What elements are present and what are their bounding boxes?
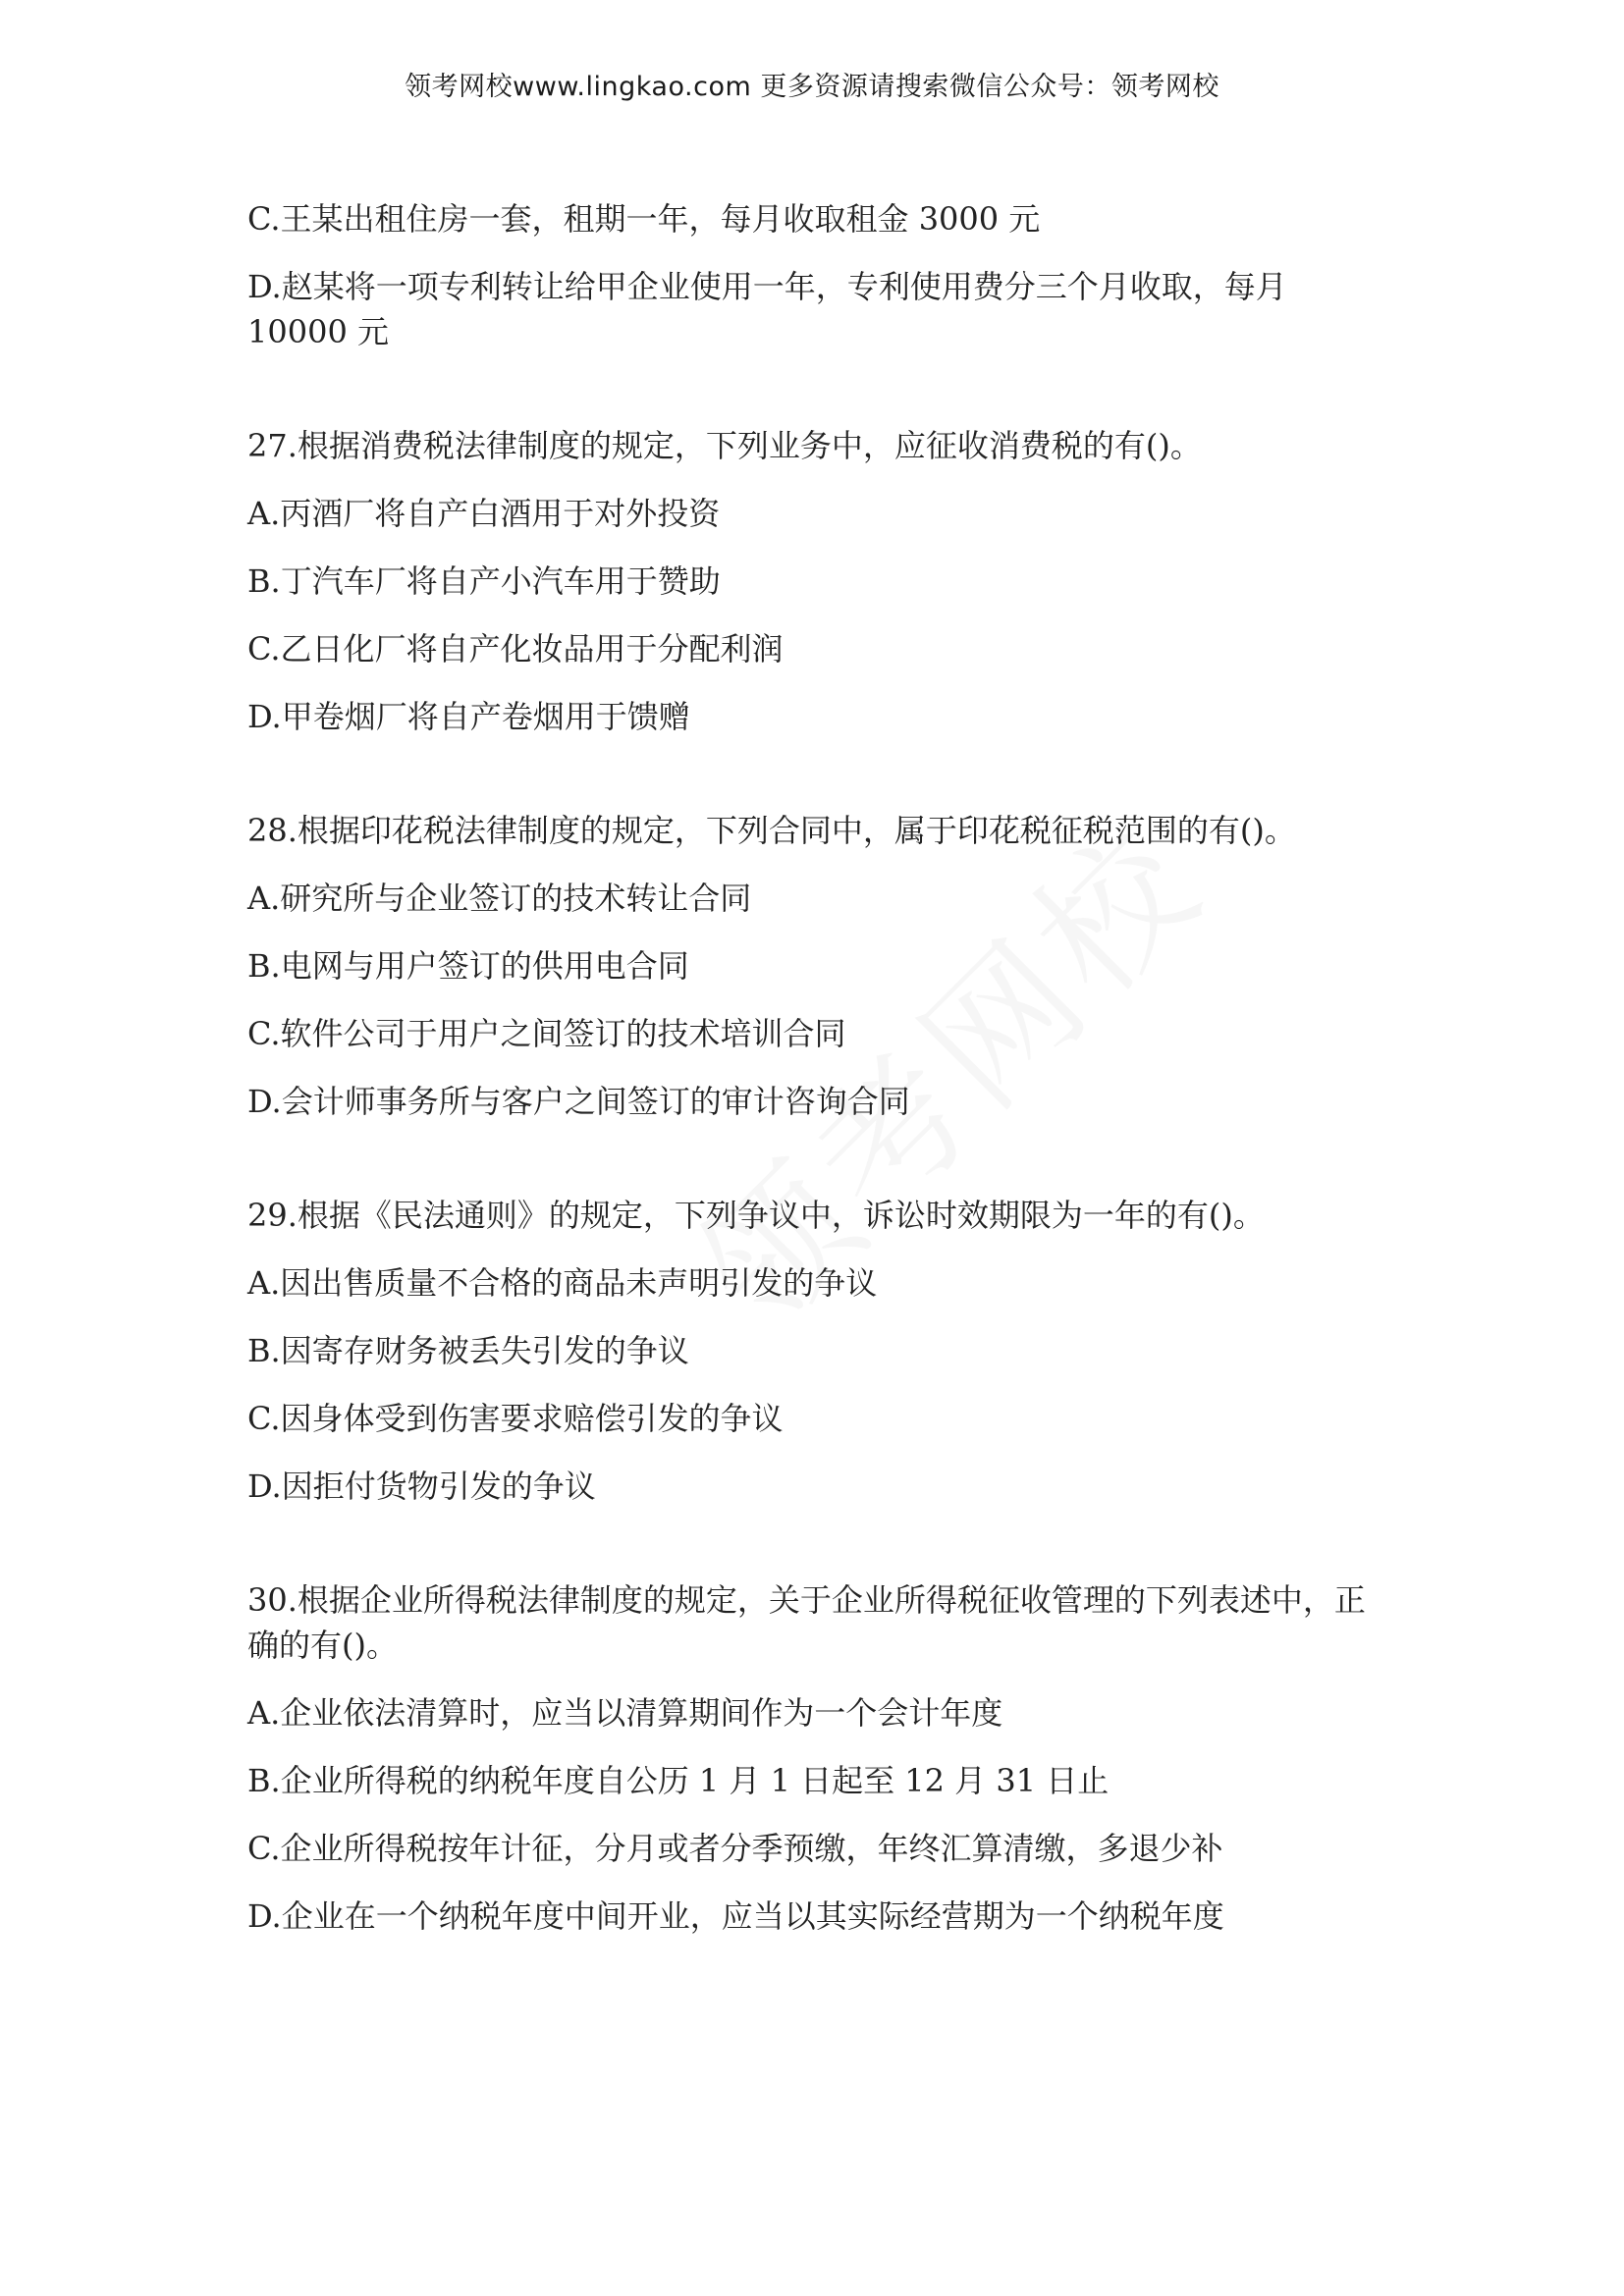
- option-d: D.会计师事务所与客户之间签订的审计咨询合同: [247, 1083, 910, 1120]
- option-a: A.因出售质量不合格的商品未声明引发的争议: [247, 1264, 878, 1302]
- option-b: B.丁汽车厂将自产小汽车用于赞助: [247, 562, 721, 600]
- option-b: B.企业所得税的纳税年度自公历 1 月 1 日起至 12 月 31 日止: [247, 1762, 1110, 1799]
- option-c: C.因身体受到伤害要求赔偿引发的争议: [247, 1400, 784, 1437]
- prev-option-d: D.赵某将一项专利转让给甲企业使用一年，专利使用费分三个月收取，每月 10000 元: [247, 268, 1297, 350]
- question-28: [247, 808, 1386, 1124]
- option-d: D.企业在一个纳税年度中间开业，应当以其实际经营期为一个纳税年度: [247, 1897, 1224, 1935]
- question-stem: 30.根据企业所得税法律制度的规定，关于企业所得税征收管理的下列表述中，正确的有()。: [247, 1581, 1366, 1664]
- question-stem: 27.根据消费税法律制度的规定，下列业务中，应征收消费税的有()。: [247, 427, 1202, 464]
- option-c: C.乙日化厂将自产化妆品用于分配利润: [247, 630, 784, 667]
- question-stem: 29.根据《民法通则》的规定，下列争议中，诉讼时效期限为一年的有()。: [247, 1197, 1265, 1234]
- question-30: [247, 1577, 1386, 1939]
- question-27: [247, 423, 1386, 739]
- option-a: A.研究所与企业签订的技术转让合同: [247, 880, 752, 917]
- option-b: B.电网与用户签订的供用电合同: [247, 947, 689, 985]
- option-c: C.企业所得税按年计征，分月或者分季预缴，年终汇算清缴，多退少补: [247, 1830, 1223, 1867]
- option-a: A.丙酒厂将自产白酒用于对外投资: [247, 495, 721, 532]
- question-stem: 28.根据印花税法律制度的规定，下列合同中，属于印花税征税范围的有()。: [247, 812, 1296, 849]
- option-d: D.因拒付货物引发的争议: [247, 1468, 596, 1505]
- page-header: 领考网校www.lingkao.com 更多资源请搜索微信公众号：领考网校: [405, 72, 1219, 102]
- document-body: [247, 196, 1386, 1961]
- question-29: [247, 1193, 1386, 1509]
- option-d: D.甲卷烟厂将自产卷烟用于馈赠: [247, 698, 690, 735]
- option-a: A.企业依法清算时，应当以清算期间作为一个会计年度: [247, 1694, 1003, 1732]
- option-c: C.软件公司于用户之间签订的技术培训合同: [247, 1015, 846, 1052]
- option-b: B.因寄存财务被丢失引发的争议: [247, 1332, 689, 1369]
- prev-option-c: C.王某出租住房一套，租期一年，每月收取租金 3000 元: [247, 200, 1041, 238]
